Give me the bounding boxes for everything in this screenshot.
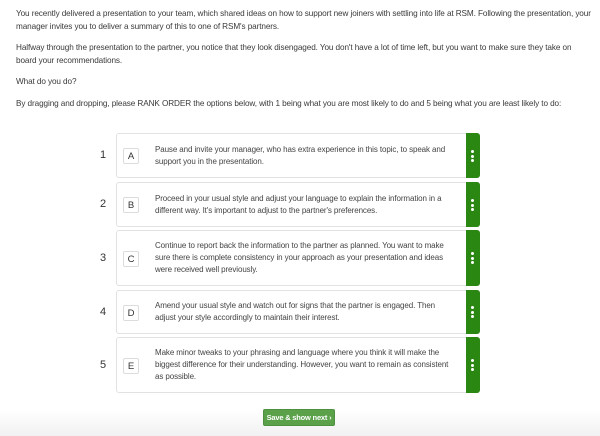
scenario-intro	[16, 7, 591, 118]
option-card-d[interactable]	[116, 290, 480, 334]
rank-number: 2	[99, 198, 107, 210]
option-text: Amend your usual style and watch out for signs that the partner is engaged. Then adjust your style accordingly to maintain their interest.	[155, 301, 436, 322]
drag-handle[interactable]	[466, 182, 480, 227]
option-card-b[interactable]	[116, 182, 480, 227]
option-letter: A	[123, 148, 139, 164]
option-text: Continue to report back the information to the partner as planned. You want to make sure there is complete consistency in your approach as your presentation and ideas were received well previously.	[155, 241, 444, 274]
option-text: Pause and invite your manager, who has extra experience in this topic, to speak and support you in the presentation.	[155, 145, 446, 166]
option-letter: E	[123, 358, 139, 374]
option-text: Make minor tweaks to your phrasing and language where you think it will make the biggest difference for their understanding. However, you want to remain as consistent as possible.	[155, 348, 449, 381]
option-card-c[interactable]	[116, 230, 480, 286]
drag-handle[interactable]	[466, 290, 480, 334]
option-card-e[interactable]	[116, 337, 480, 393]
option-letter: C	[123, 251, 139, 267]
rank-number: 3	[99, 252, 107, 264]
vertical-dots-icon	[471, 150, 475, 164]
instruction-text: By dragging and dropping, please RANK ORDER the options below, with 1 being what you are most likely to do and 5 being what you are least likely to do:	[16, 99, 562, 108]
rank-number: 5	[99, 359, 107, 371]
option-letter: B	[123, 197, 139, 213]
drag-handle[interactable]	[466, 230, 480, 286]
option-text: Proceed in your usual style and adjust your language to explain the information in a different way. It's important to adjust to the partner's preferences.	[155, 194, 442, 215]
option-letter: D	[123, 305, 139, 321]
drag-handle[interactable]	[466, 133, 480, 178]
scenario-paragraph-2: Halfway through the presentation to the partner, you notice that they look disengaged. You don't have a lot of time left, but you want to make sure they take on board your recommendations.	[16, 43, 572, 65]
rank-number: 4	[99, 306, 107, 318]
option-card-a[interactable]	[116, 133, 480, 178]
vertical-dots-icon	[471, 306, 475, 320]
vertical-dots-icon	[471, 359, 475, 373]
save-and-show-next-button[interactable]: Save & show next ›	[263, 409, 335, 426]
question-text: What do you do?	[16, 77, 77, 86]
rank-number: 1	[99, 149, 107, 161]
drag-handle[interactable]	[466, 337, 480, 393]
scenario-paragraph-1: You recently delivered a presentation to your team, which shared ideas on how to support new joiners with settling into life at RSM. Following the presentation, your manager invites you to deliver a summary of this to one of RSM's partners.	[16, 9, 591, 31]
vertical-dots-icon	[471, 252, 475, 266]
vertical-dots-icon	[471, 199, 475, 213]
